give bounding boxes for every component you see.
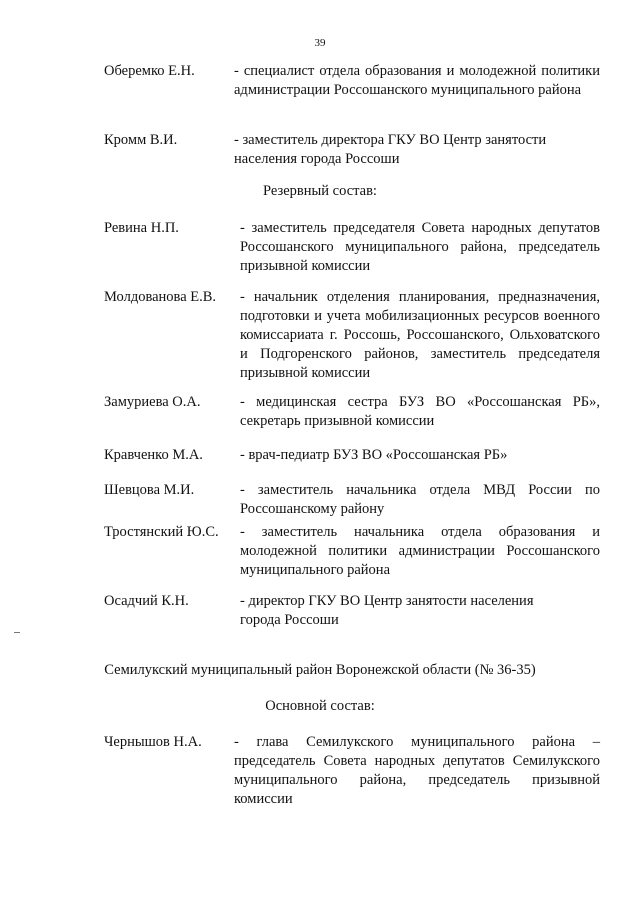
- member-name: Чернышов Н.А.: [104, 734, 202, 750]
- member-position: - специалист отдела образования и молодежной политики администрации Россошанского муниципального района: [234, 63, 600, 98]
- member-position: - глава Семилукского муниципального района – председатель Совета народных депутатов Семилукского муниципального района, председатель призывной комиссии: [234, 734, 600, 807]
- district-heading: Семилукский муниципальный район Воронежской области (№ 36-35): [104, 662, 536, 678]
- member-name: Оберемко Е.Н.: [104, 63, 195, 79]
- member-name: Кромм В.И.: [104, 132, 178, 148]
- member-position: - заместитель начальника отдела образования и молодежной политики администрации Россошанского муниципального района: [240, 524, 600, 578]
- member-position: - заместитель директора ГКУ ВО Центр занятости населения города Россоши: [234, 132, 547, 167]
- section-heading-reserve: Резервный состав:: [263, 183, 377, 199]
- member-position: - директор ГКУ ВО Центр занятости населения города Россоши: [240, 593, 534, 628]
- member-position: - заместитель начальника отдела МВД России по Россошанскому району: [240, 482, 600, 517]
- member-name: Шевцова М.И.: [104, 482, 195, 498]
- member-position: - заместитель председателя Совета народных депутатов Россошанского муниципального района, председатель призывной комиссии: [240, 220, 600, 274]
- member-name: Замуриева О.А.: [104, 394, 201, 410]
- member-name: Кравченко М.А.: [104, 447, 203, 463]
- member-position: - начальник отделения планирования, предназначения, подготовки и учета мобилизационных ресурсов военного комиссариата г. Россошь, Россошанского, Ольховатского и Подгоренского районов, заместитель председателя призывной комиссии: [240, 289, 600, 381]
- page-number: 39: [314, 37, 326, 49]
- member-position: - врач-педиатр БУЗ ВО «Россошанская РБ»: [240, 447, 508, 463]
- member-name: Осадчий К.Н.: [104, 593, 189, 609]
- member-name: Молдованова Е.В.: [104, 289, 217, 305]
- member-name: Ревина Н.П.: [104, 220, 179, 236]
- margin-mark: [14, 632, 20, 633]
- section-heading-main: Основной состав:: [265, 698, 375, 714]
- member-name: Тростянский Ю.С.: [104, 524, 219, 540]
- member-position: - медицинская сестра БУЗ ВО «Россошанская РБ», секретарь призывной комиссии: [240, 394, 600, 429]
